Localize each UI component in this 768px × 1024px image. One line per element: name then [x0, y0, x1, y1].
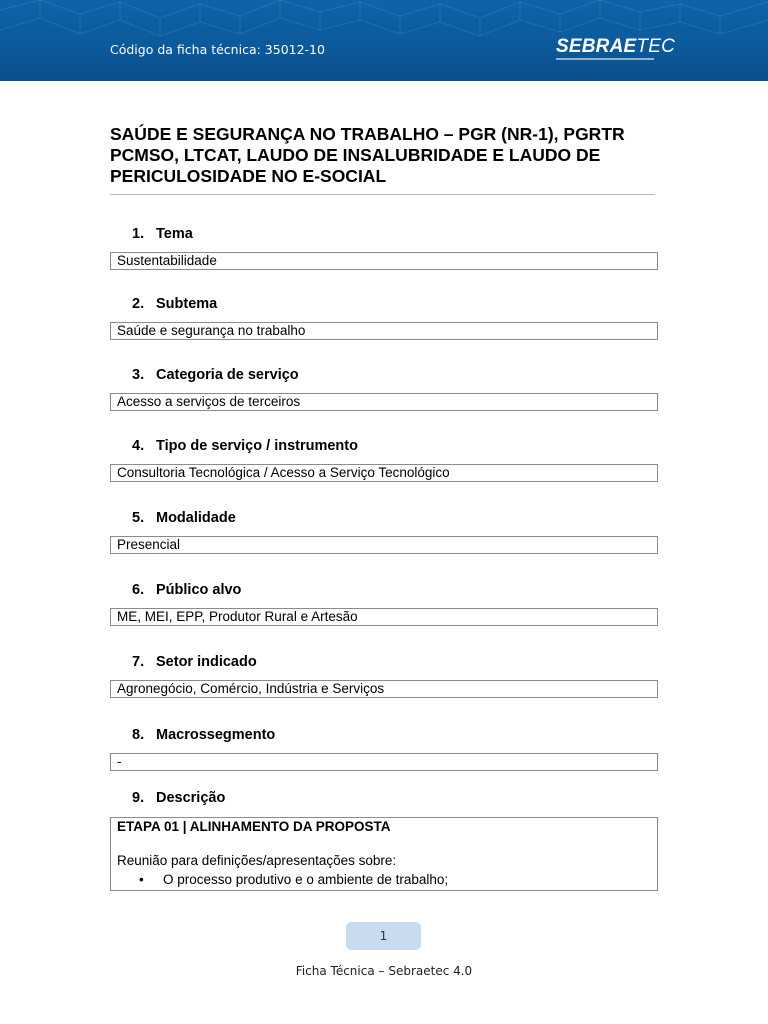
- page-footer: Ficha Técnica – Sebraetec 4.0: [295, 964, 473, 978]
- etapa-heading: ETAPA 01 | ALINHAMENTO DA PROPOSTA: [117, 819, 391, 834]
- description-intro: Reunião para definições/apresentações sobre:: [117, 853, 397, 868]
- section-label: Subtema: [156, 296, 218, 312]
- technical-sheet-code: Código da ficha técnica: 35012-10: [110, 42, 325, 57]
- section-macrossegmento: [110, 726, 658, 771]
- section-label: Setor indicado: [156, 654, 257, 670]
- bullet-icon: •: [139, 872, 144, 887]
- logo-word-main: SEBRAE: [556, 36, 637, 57]
- sebraetec-logo: [556, 36, 675, 68]
- section-value: Presencial: [110, 536, 658, 554]
- section-label: Tema: [156, 226, 193, 242]
- title-divider: [110, 194, 655, 195]
- section-subtema: [110, 295, 658, 340]
- section-number: 6.: [132, 582, 145, 598]
- section-publico-alvo: [110, 581, 658, 626]
- logo-underline: [556, 58, 654, 60]
- section-label: Tipo de serviço / instrumento: [156, 438, 358, 454]
- section-tipo-servico: [110, 437, 658, 482]
- section-label: Categoria de serviço: [156, 367, 299, 383]
- section-label: Modalidade: [156, 510, 236, 526]
- section-label: Descrição: [156, 790, 226, 806]
- section-number: 2.: [132, 296, 145, 312]
- logo-word-accent: TEC: [636, 36, 675, 57]
- section-setor: [110, 653, 658, 698]
- description-box: [110, 817, 658, 891]
- section-number: 7.: [132, 654, 145, 670]
- section-value: -: [110, 753, 658, 771]
- section-number: 5.: [132, 510, 145, 526]
- list-item-text: O processo produtivo e o ambiente de trabalho;: [163, 872, 449, 887]
- section-value: Saúde e segurança no trabalho: [110, 322, 658, 340]
- section-modalidade: [110, 509, 658, 554]
- section-label: Público alvo: [156, 582, 242, 598]
- section-descricao: [110, 789, 658, 807]
- section-number: 1.: [132, 226, 145, 242]
- section-value: ME, MEI, EPP, Produtor Rural e Artesão: [110, 608, 658, 626]
- section-value: Consultoria Tecnológica / Acesso a Serviço Tecnológico: [110, 464, 658, 482]
- section-value: Sustentabilidade: [110, 252, 658, 270]
- section-tema: [110, 225, 658, 270]
- section-number: 3.: [132, 367, 145, 383]
- section-number: 4.: [132, 438, 145, 454]
- section-number: 9.: [132, 790, 145, 806]
- section-number: 8.: [132, 727, 145, 743]
- section-value: Acesso a serviços de terceiros: [110, 393, 658, 411]
- page-number: 1: [346, 922, 421, 950]
- document-title: SAÚDE E SEGURANÇA NO TRABALHO – PGR (NR-1), PGRTR PCMSO, LTCAT, LAUDO DE INSALUBRIDADE E LAUDO DE PERICULOSIDADE NO E-SOCIAL: [110, 124, 625, 186]
- section-value: Agronegócio, Comércio, Indústria e Serviços: [110, 680, 658, 698]
- page-header: [0, 0, 768, 81]
- section-label: Macrossegmento: [156, 727, 276, 743]
- section-categoria: [110, 366, 658, 411]
